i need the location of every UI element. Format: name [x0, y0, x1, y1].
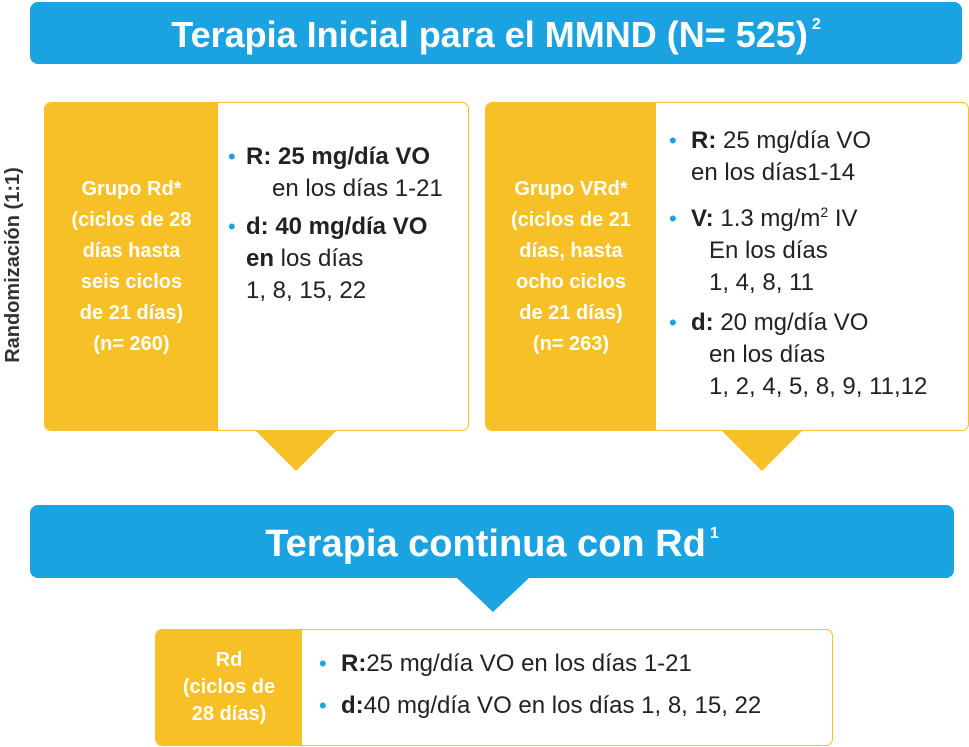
vrd-dose-r	[669, 125, 871, 157]
continuous-therapy-reference: 1	[709, 525, 719, 542]
vrd-group-card	[485, 102, 969, 431]
bullet-icon: •	[319, 693, 327, 718]
continuous-label-line: Rd	[215, 649, 243, 671]
vrd-v-prefix: V:	[691, 205, 714, 232]
continuous-rd-card	[155, 629, 833, 746]
rd-d-day-list: 1, 8, 15, 22	[246, 277, 367, 304]
vrd-label-line: Grupo VRd*	[514, 177, 628, 200]
rd-label-line: Grupo Rd*	[81, 177, 182, 200]
rd-dose-r	[228, 141, 430, 173]
continuous-therapy-title: Terapia continua con Rd	[265, 523, 706, 565]
bullet-icon: •	[669, 128, 677, 153]
vrd-v-dose: 1.3 mg/m	[713, 205, 821, 232]
vrd-d-schedule: en los días	[709, 341, 826, 368]
continuous-therapy-banner	[30, 505, 954, 578]
vrd-dose-list	[669, 125, 964, 425]
continuous-r-prefix: R:	[341, 650, 367, 677]
vrd-v-schedule: En los días	[709, 237, 828, 264]
continuous-d-dose: 40 mg/día VO en los días 1, 8, 15, 22	[363, 692, 762, 719]
continuous-label-line: 28 días)	[191, 703, 267, 725]
vrd-label-line: de 21 días)	[519, 301, 623, 324]
vrd-v-route: IV	[828, 205, 858, 232]
vrd-d-prefix: d:	[691, 309, 714, 336]
vrd-down-arrow	[722, 431, 802, 471]
vrd-dose-v	[669, 203, 858, 237]
vrd-group-label	[486, 103, 656, 430]
rd-r-dose: R: 25 mg/día VO	[246, 143, 431, 170]
rd-dose-d	[228, 211, 427, 243]
rd-label-line: (n= 260)	[93, 332, 170, 355]
continuous-dose-list	[319, 648, 824, 738]
vrd-label-line: días, hasta	[519, 239, 623, 262]
rd-d-days: los días	[274, 245, 364, 272]
rd-group-label	[45, 103, 218, 430]
bullet-icon: •	[319, 651, 327, 676]
rd-down-arrow	[256, 431, 336, 471]
vrd-label-line: (ciclos de 21	[510, 208, 632, 231]
vrd-label-line: (n= 263)	[532, 332, 610, 355]
vrd-v-day-list: 1, 4, 8, 11	[709, 269, 814, 296]
initial-therapy-title: Terapia Inicial para el MMND (N= 525)	[171, 14, 808, 55]
vrd-d-dose: 20 mg/día VO	[713, 309, 869, 336]
bullet-icon: •	[228, 144, 236, 169]
continuous-r-dose: 25 mg/día VO en los días 1-21	[366, 650, 692, 677]
vrd-r-prefix: R:	[691, 127, 717, 154]
rd-r-schedule: en los días 1-21	[272, 175, 443, 202]
initial-therapy-banner	[30, 2, 962, 64]
vrd-v-unit-exponent: 2	[820, 204, 829, 220]
continuous-rd-label	[156, 630, 302, 745]
rd-d-en: en	[246, 245, 275, 272]
rd-d-schedule	[246, 243, 363, 275]
bullet-icon: •	[669, 310, 677, 335]
vrd-label-line: ocho ciclos	[515, 270, 627, 293]
continuous-down-arrow	[457, 578, 529, 612]
vrd-dose-d	[669, 307, 868, 339]
rd-dose-list	[228, 141, 463, 421]
initial-therapy-reference: 2	[811, 16, 821, 33]
continuous-dose-d	[319, 690, 761, 722]
continuous-label-line: (ciclos de	[182, 676, 276, 698]
rd-label-line: seis ciclos	[80, 270, 183, 293]
bullet-icon: •	[669, 206, 677, 231]
continuous-dose-r	[319, 648, 692, 680]
rd-label-line: días hasta	[82, 239, 181, 262]
vrd-r-dose: 25 mg/día VO	[716, 127, 872, 154]
bullet-icon: •	[228, 214, 236, 239]
randomization-label: Randomización (1:1)	[2, 167, 24, 363]
rd-label-line: (ciclos de 28	[71, 208, 192, 231]
vrd-r-schedule: en los días1-14	[691, 159, 856, 186]
rd-d-dose: d: 40 mg/día VO	[246, 213, 428, 240]
vrd-d-day-list: 1, 2, 4, 5, 8, 9, 11,12	[709, 373, 928, 400]
continuous-d-prefix: d:	[341, 692, 364, 719]
rd-label-line: de 21 días)	[79, 301, 184, 324]
rd-group-card	[44, 102, 469, 431]
